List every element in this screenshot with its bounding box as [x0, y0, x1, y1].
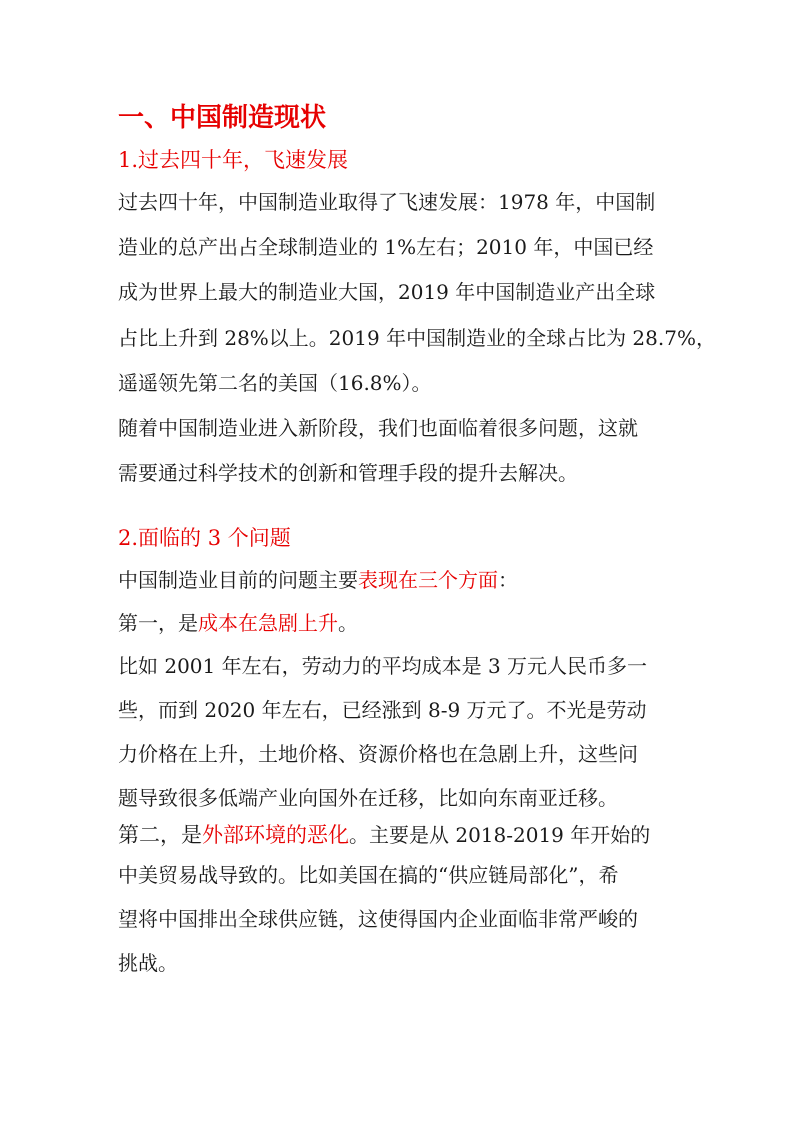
paragraph-line: 望将中国排出全球供应链，这使得国内企业面临非常严峻的 — [118, 907, 638, 931]
paragraph-line: 过去四十年，中国制造业取得了飞速发展：1978 年，中国制 — [118, 190, 656, 214]
intro-line — [118, 564, 518, 596]
paragraph-line: 力价格在上升，土地价格、资源价格也在急剧上升，这些问 — [118, 742, 638, 766]
paragraph-line: 挑战。 — [118, 951, 178, 975]
paragraph-line: 些，而到 2020 年左右，已经涨到 8-9 万元了。不光是劳动 — [118, 698, 647, 722]
paragraph-line: 成为世界上最大的制造业大国，2019 年中国制造业产出全球 — [118, 280, 656, 304]
paragraph-line: 造业的总产出占全球制造业的 1%左右；2010 年，中国已经 — [118, 235, 654, 259]
first-highlight: 成本在急剧上升 — [198, 611, 338, 635]
paragraph-line: 需要通过科学技术的创新和管理手段的提升去解决。 — [118, 461, 578, 485]
first-prefix: 第一，是 — [118, 611, 198, 635]
paragraph-line: 中美贸易战导致的。比如美国在搞的“供应链局部化”，希 — [118, 863, 619, 887]
paragraph-line: 占比上升到 28%以上。2019 年中国制造业的全球占比为 28.7%， — [118, 326, 716, 350]
intro-highlight: 表现在三个方面 — [358, 568, 498, 592]
second-prefix: 第二，是 — [118, 823, 202, 847]
paragraph-line: 比如 2001 年左右，劳动力的平均成本是 3 万元人民币多一 — [118, 654, 648, 678]
subsection-title-2: 2.面临的 3 个问题 — [118, 526, 291, 550]
first-suffix: 。 — [338, 611, 358, 635]
paragraph-line: 题导致很多低端产业向国外在迁移，比如向东南亚迁移。 — [118, 786, 618, 810]
subsection-title-1: 1.过去四十年，飞速发展 — [118, 148, 349, 172]
second-suffix: 。主要是从 2018-2019 年开始的 — [349, 823, 651, 847]
second-highlight: 外部环境的恶化 — [202, 823, 349, 847]
section-heading: 一、中国制造现状 — [118, 103, 327, 133]
intro-prefix: 中国制造业目前的问题主要 — [118, 568, 358, 592]
paragraph-line: 随着中国制造业进入新阶段，我们也面临着很多问题，这就 — [118, 416, 638, 440]
intro-suffix: ： — [498, 568, 518, 592]
second-point-line — [118, 817, 650, 853]
first-point-line — [118, 607, 358, 639]
paragraph-line: 遥遥领先第二名的美国（16.8%）。 — [118, 371, 432, 395]
